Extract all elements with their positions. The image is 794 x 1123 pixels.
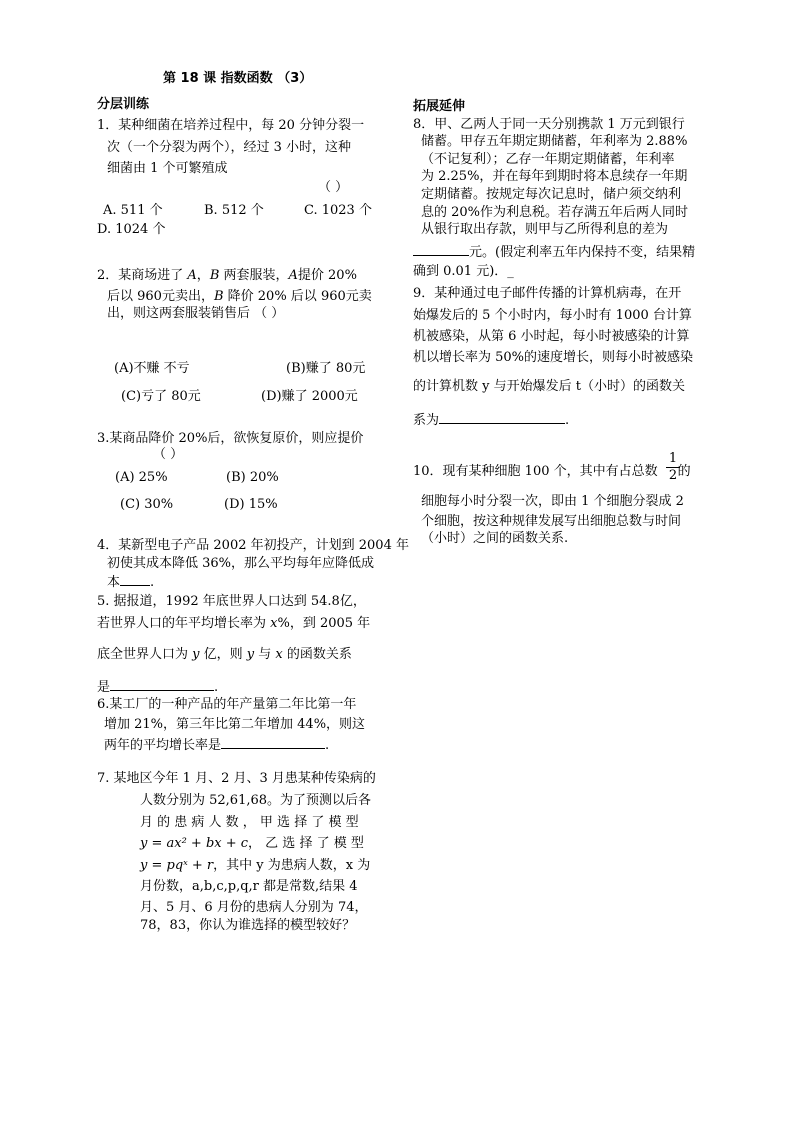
q1-line-1: 1．某种细菌在培养过程中，每 20 分钟分裂一 xyxy=(97,118,365,133)
q10-line-1: 10．现有某种细胞 100 个，其中有占总数 的 xyxy=(413,464,691,479)
q1-line-2: 次（一个分裂为两个），经过 3 小时，这种 xyxy=(107,140,352,155)
q8-answer-blank xyxy=(413,243,469,256)
q1-option-d: D. 1024 个 xyxy=(97,222,166,237)
q7-line-1: 7. 某地区今年 1 月、2 月、3 月患某种传染病的 xyxy=(97,771,376,786)
q7-line-3: 月 的 患 病 人 数 ， 甲 选 择 了 模 型 xyxy=(140,815,359,830)
q7-line-5: y = pqˣ + r，其中 y 为患病人数，x 为 xyxy=(140,858,371,873)
q4-line-3: 本 . xyxy=(107,575,155,590)
q1-option-c: C. 1023 个 xyxy=(304,203,372,218)
section-heading-extend: 拓展延伸 xyxy=(413,99,466,114)
q10-fraction xyxy=(666,452,680,483)
q3-option-d: (D) 15% xyxy=(224,497,278,512)
q10-line-4: （小时）之间的函数关系. xyxy=(421,531,569,546)
q2-line-1: 2．某商场进了 A，B 两套服装，A提价 20% xyxy=(97,268,357,283)
q8-line-5: 定期储蓄。按规定每次记息时，储户须交纳利 xyxy=(421,187,682,202)
q1-option-a: A. 511 个 xyxy=(103,203,163,218)
q2-line-2: 后以 960元卖出，B 降价 20% 后以 960元卖 xyxy=(107,289,372,304)
q10-line-3: 个细胞，按这种规律发展写出细胞总数与时间 xyxy=(421,514,682,529)
q7-line-4: y = ax² + bx + c， 乙 选 择 了 模 型 xyxy=(140,836,364,851)
q2-option-b: (B)赚了 80元 xyxy=(286,361,366,376)
q2-line-3: 出，则这两套服装销售后 （ ） xyxy=(107,306,285,321)
q10-fraction-numerator: 1 xyxy=(668,451,678,466)
q5-line-3: 底全世界人口为 y 亿，则 y 与 x 的函数关系 xyxy=(97,647,352,662)
q8-line-3: （不记复利）；乙存一年期定期储蓄，年利率 xyxy=(421,152,675,167)
q2-option-a: (A)不赚 不亏 xyxy=(114,361,190,376)
q4-answer-blank xyxy=(120,573,150,586)
q3-option-a: (A) 25% xyxy=(115,470,168,485)
q4-line-2: 初使其成本降低 36%，那么平均每年应降低成 xyxy=(107,556,375,571)
q8-line-2: 储蓄。甲存五年期定期储蓄，年利率为 2.88% xyxy=(421,134,688,149)
q2-option-c: (C)亏了 80元 xyxy=(121,389,201,404)
q9-line-5: 的计算机数 y 与开始爆发后 t（小时）的函数关 xyxy=(413,379,685,394)
q1-option-b: B. 512 个 xyxy=(204,203,264,218)
q5-line-1: 5. 据报道，1992 年底世界人口达到 54.8亿， xyxy=(97,594,366,609)
q10-line-2: 细胞每小时分裂一次，即由 1 个细胞分裂成 2 xyxy=(421,494,684,509)
q9-line-6: 系为 . xyxy=(413,413,570,428)
q5-line-2: 若世界人口的年平均增长率为 x%，到 2005 年 xyxy=(97,616,371,631)
q3-answer-paren: （ ） xyxy=(153,447,184,462)
q3-option-b: (B) 20% xyxy=(226,470,279,485)
q1-line-3: 细菌由 1 个可繁殖成 xyxy=(107,161,228,176)
q5-answer-blank xyxy=(110,678,214,691)
q6-line-3: 两年的平均增长率是 . xyxy=(104,738,330,753)
q3-line-1: 3.某商品降价 20%后，欲恢复原价，则应提价 xyxy=(97,431,364,446)
q3-option-c: (C) 30% xyxy=(120,497,174,512)
q7-model-jia: y = ax² + bx + c xyxy=(140,836,249,851)
q7-line-6: 月份数，a,b,c,p,q,r 都是常数,结果 4 xyxy=(140,879,358,894)
section-heading-basic: 分层训练 xyxy=(97,97,150,112)
q7-line-2: 人数分别为 52,61,68。为了预测以后各 xyxy=(140,793,372,808)
q7-line-7: 月、5 月、6 月份的患病人分别为 74， xyxy=(140,900,368,915)
q8-line-1: 8．甲、乙两人于同一天分别携款 1 万元到银行 xyxy=(413,117,685,132)
q9-line-3: 机被感染，从第 6 小时起，每小时被感染的计算 xyxy=(413,329,690,344)
q10-fraction-denominator: 2 xyxy=(668,468,678,483)
q8-line-7: 从银行取出存款，则甲与乙所得利息的差为 xyxy=(421,222,669,237)
q4-line-1: 4．某新型电子产品 2002 年初投产，计划到 2004 年 xyxy=(97,538,409,553)
q1-answer-paren: （ ） xyxy=(318,180,349,195)
q9-line-2: 始爆发后的 5 个小时内，每小时有 1000 台计算 xyxy=(413,308,692,323)
q9-line-1: 9．某种通过电子邮件传播的计算机病毒，在开 xyxy=(413,286,682,301)
q8-line-8: 元。(假定利率五年内保持不变，结果精 xyxy=(413,243,695,261)
q6-line-2: 增加 21%，第三年比第二年增加 44%，则这 xyxy=(104,717,366,732)
page-title: 第 18 课 指数函数 （3） xyxy=(163,71,313,86)
q8-line-6: 息的 20%作为利息税。若存满五年后两人同时 xyxy=(421,205,689,220)
q5-line-4: 是 . xyxy=(97,680,219,695)
q7-line-8: 78，83，你认为谁选择的模型较好？ xyxy=(140,918,356,933)
q7-model-yi: y = pqˣ + r xyxy=(140,858,214,873)
q6-line-1: 6.某工厂的一种产品的年产量第二年比第一年 xyxy=(97,697,357,712)
q9-answer-blank xyxy=(439,411,565,424)
q6-answer-blank xyxy=(221,736,325,749)
q8-line-9: 确到 0.01 元)．_ xyxy=(413,264,514,279)
q2-option-d: (D)赚了 2000元 xyxy=(261,389,358,404)
q9-line-4: 机以增长率为 50%的速度增长，则每小时被感染 xyxy=(413,350,694,365)
q8-line-4: 为 2.25%，并在每年到期时将本息续存一年期 xyxy=(421,169,688,184)
